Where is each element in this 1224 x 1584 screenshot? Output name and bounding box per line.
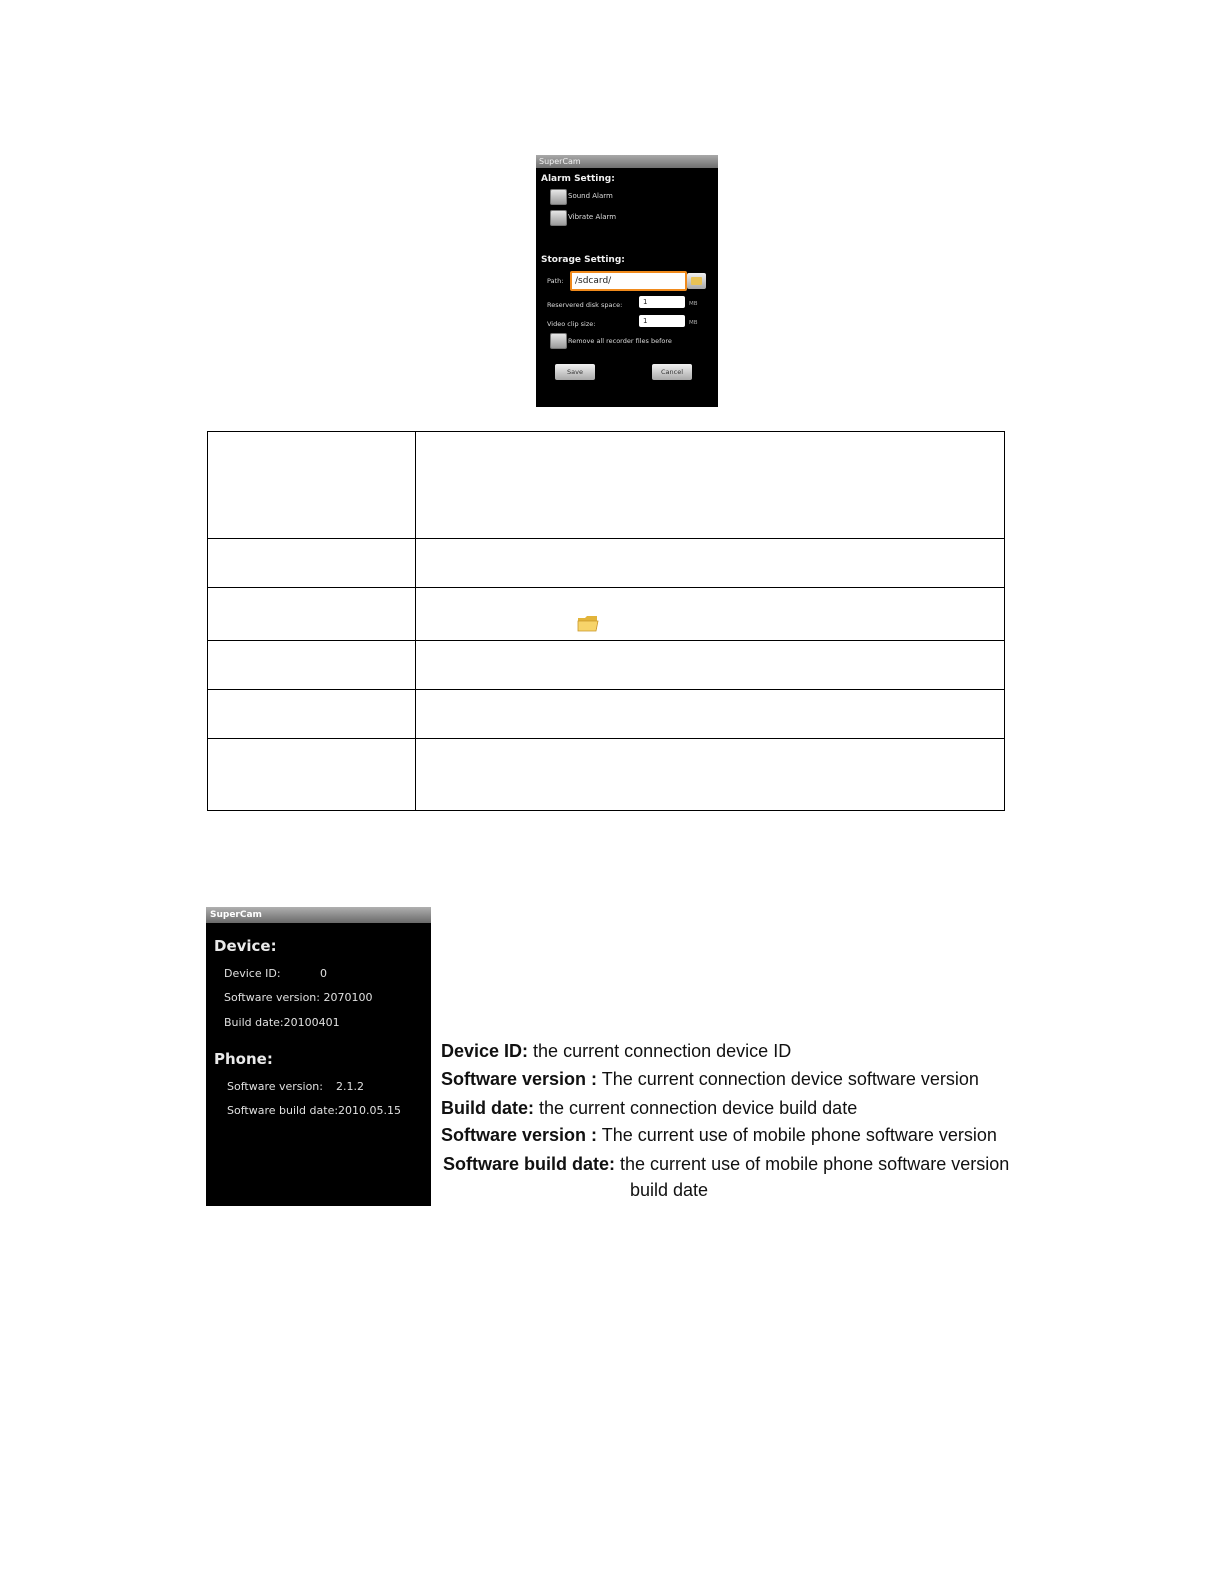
save-button[interactable]: Save [555,364,595,380]
settings-description-table [207,431,1005,811]
vibrate-alarm-label: Vibrate Alarm [568,213,617,221]
table-row [208,641,1005,690]
description-continuation: build date [630,1180,709,1200]
description-text: The current connection device software version [597,1069,979,1089]
folder-icon [577,614,599,632]
description-text: the current use of mobile phone software version [615,1154,1010,1174]
table-row [208,539,1005,588]
description-line [441,1098,857,1119]
description-term: Device ID: [441,1041,529,1061]
device-id-value: 0 [320,967,327,980]
description-term: Build date: [441,1098,534,1118]
description-line [441,1125,997,1146]
description-text: The current use of mobile phone software version [597,1125,997,1145]
description-term: Software version : [441,1125,598,1145]
alarm-setting-heading: Alarm Setting: [541,174,615,184]
clip-size-label: Video clip size: [547,320,596,328]
sound-alarm-checkbox[interactable] [550,189,567,205]
table-cell [208,739,416,811]
reserved-space-input[interactable]: 1 [639,296,685,308]
description-term: Software version : [441,1069,598,1089]
remove-files-label: Remove all recorder files before [568,337,672,345]
table-row [208,588,1005,641]
app-title-bar: SuperCam [536,155,718,168]
phone-software-version-label: Software version: [227,1080,323,1093]
table-row [208,690,1005,739]
table-cell [416,641,1005,690]
description-term: Software build date: [443,1154,616,1174]
cancel-button[interactable]: Cancel [652,364,692,380]
description-text: the current connection device ID [528,1041,792,1061]
description-line [441,1041,791,1062]
about-screenshot [206,907,431,1206]
device-software-version: Software version: 2070100 [224,991,373,1004]
table-cell [416,588,1005,641]
table-row [208,739,1005,811]
device-heading: Device: [214,937,277,955]
device-id-label: Device ID: [224,967,281,980]
table-cell [208,432,416,539]
table-cell [208,690,416,739]
table-cell [416,739,1005,811]
remove-files-checkbox[interactable] [550,333,567,349]
path-input[interactable]: /sdcard/ [570,271,687,291]
phone-software-version-value: 2.1.2 [336,1080,364,1093]
table-cell [208,641,416,690]
path-label: Path: [547,277,564,285]
table-cell [416,432,1005,539]
app-title-bar: SuperCam [206,907,431,923]
settings-screenshot [536,155,718,407]
reserved-space-unit: MB [689,301,698,307]
phone-heading: Phone: [214,1050,273,1068]
sound-alarm-label: Sound Alarm [568,192,613,200]
description-line [441,1069,979,1090]
table-row [208,432,1005,539]
description-line [443,1154,1009,1175]
browse-folder-button[interactable] [687,273,706,289]
reserved-space-label: Reservered disk space: [547,301,623,309]
description-text: the current connection device build date [534,1098,858,1118]
table-cell [208,539,416,588]
clip-size-unit: MB [689,320,698,326]
folder-icon [691,277,702,285]
clip-size-input[interactable]: 1 [639,315,685,327]
storage-setting-heading: Storage Setting: [541,255,625,265]
table-cell [416,690,1005,739]
device-build-date: Build date:20100401 [224,1016,340,1029]
vibrate-alarm-checkbox[interactable] [550,210,567,226]
phone-build-date: Software build date:2010.05.15 [227,1104,402,1117]
table-cell [416,539,1005,588]
table-cell [208,588,416,641]
